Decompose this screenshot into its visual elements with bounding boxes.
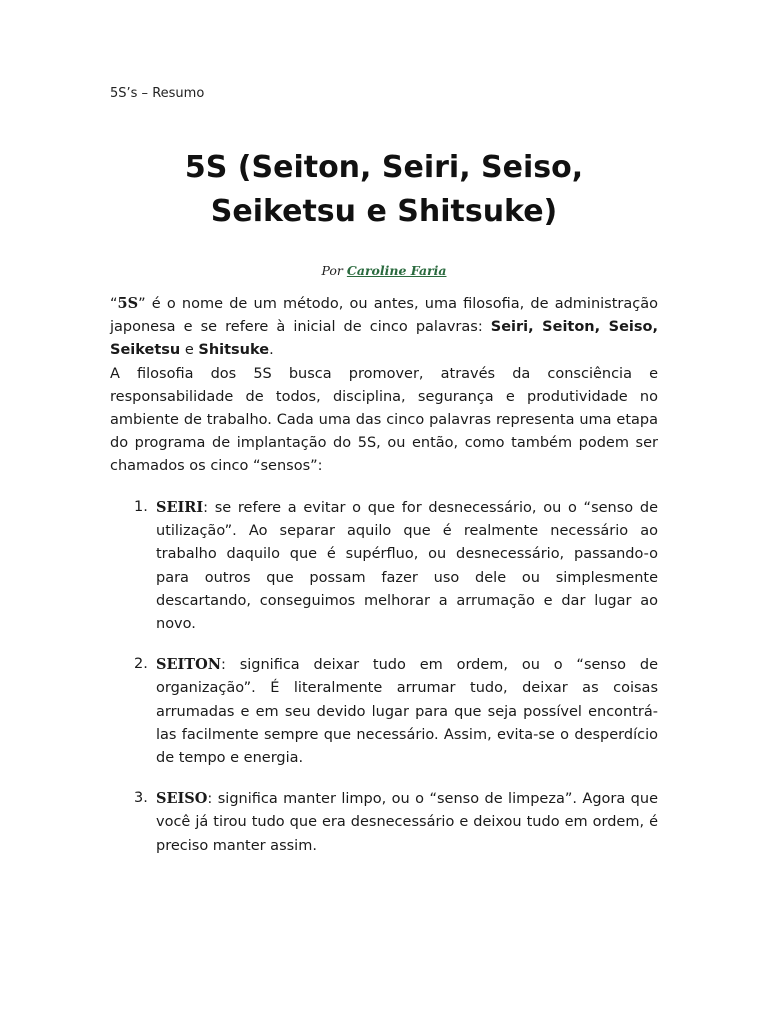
list-text: : significa manter limpo, ou o “senso de limpeza”. Agora que você já tirou tudo que era desnecessário e deixou tudo em ordem, é preciso manter assim. bbox=[156, 791, 658, 854]
second-paragraph: A filosofia dos 5S busca promover, através da consciência e responsabilidade de todos, disciplina, segurança e produtividade no ambiente de trabalho. Cada uma das cinco palavras representa uma etapa do programa de implantação do 5S, ou então, como também podem ser chamados os cinco “sensos”: bbox=[110, 365, 658, 475]
title-line-1: 5S (Seiton, Seiri, Seiso, bbox=[184, 150, 584, 185]
intro-open-quote: “ bbox=[110, 296, 118, 312]
byline-prefix: Por bbox=[321, 263, 343, 278]
intro-last-word: Shitsuke bbox=[198, 342, 270, 359]
intro-term: 5S bbox=[117, 295, 139, 312]
intro-and: e bbox=[180, 342, 199, 359]
page-header: 5S’s – Resumo bbox=[110, 86, 205, 101]
list-term: SEIRI bbox=[156, 499, 204, 516]
list-term: SEISO bbox=[156, 790, 208, 808]
list-text: : significa deixar tudo em ordem, ou o “senso de organização”. É literalmente arrumar tudo, deixar as coisas arrumadas e em seu devido lugar para que seja possível encontrá-las facilmente sempre que necessário. Assim, evita-se o desperdício de tempo e energia. bbox=[156, 657, 658, 767]
list-term: SEITON bbox=[156, 656, 221, 674]
author-link[interactable]: Caroline Faria bbox=[346, 263, 447, 278]
intro-close-quote: ” bbox=[138, 296, 146, 312]
intro-paragraph bbox=[110, 292, 658, 363]
senses-list bbox=[110, 496, 658, 875]
intro-words: Seiri, Seiton, Seiso, Seiketsu bbox=[110, 319, 658, 359]
list-item bbox=[110, 653, 658, 770]
list-item bbox=[110, 496, 658, 636]
intro-period: . bbox=[269, 342, 274, 359]
byline bbox=[0, 263, 768, 278]
title-line-2: Seiketsu e Shitsuke) bbox=[210, 194, 558, 229]
body-text bbox=[110, 292, 658, 479]
document-title bbox=[60, 146, 708, 234]
list-number: 3. bbox=[134, 790, 148, 807]
list-number: 1. bbox=[134, 499, 148, 515]
intro-text: é o nome de um método, ou antes, uma filosofia, de administração japonesa e se refere à inicial de cinco palavras: bbox=[110, 296, 658, 336]
list-text: : se refere a evitar o que for desnecessário, ou o “senso de utilização”. Ao separar aquilo que é realmente necessário ao trabalho daquilo que é supérfluo, ou desnecessário, passando-o para outros que possam fazer uso dele ou simplesmente descartando, conseguimos melhorar a arrumação e dar lugar ao novo. bbox=[156, 500, 658, 633]
list-number: 2. bbox=[134, 656, 148, 673]
list-item bbox=[110, 787, 658, 858]
